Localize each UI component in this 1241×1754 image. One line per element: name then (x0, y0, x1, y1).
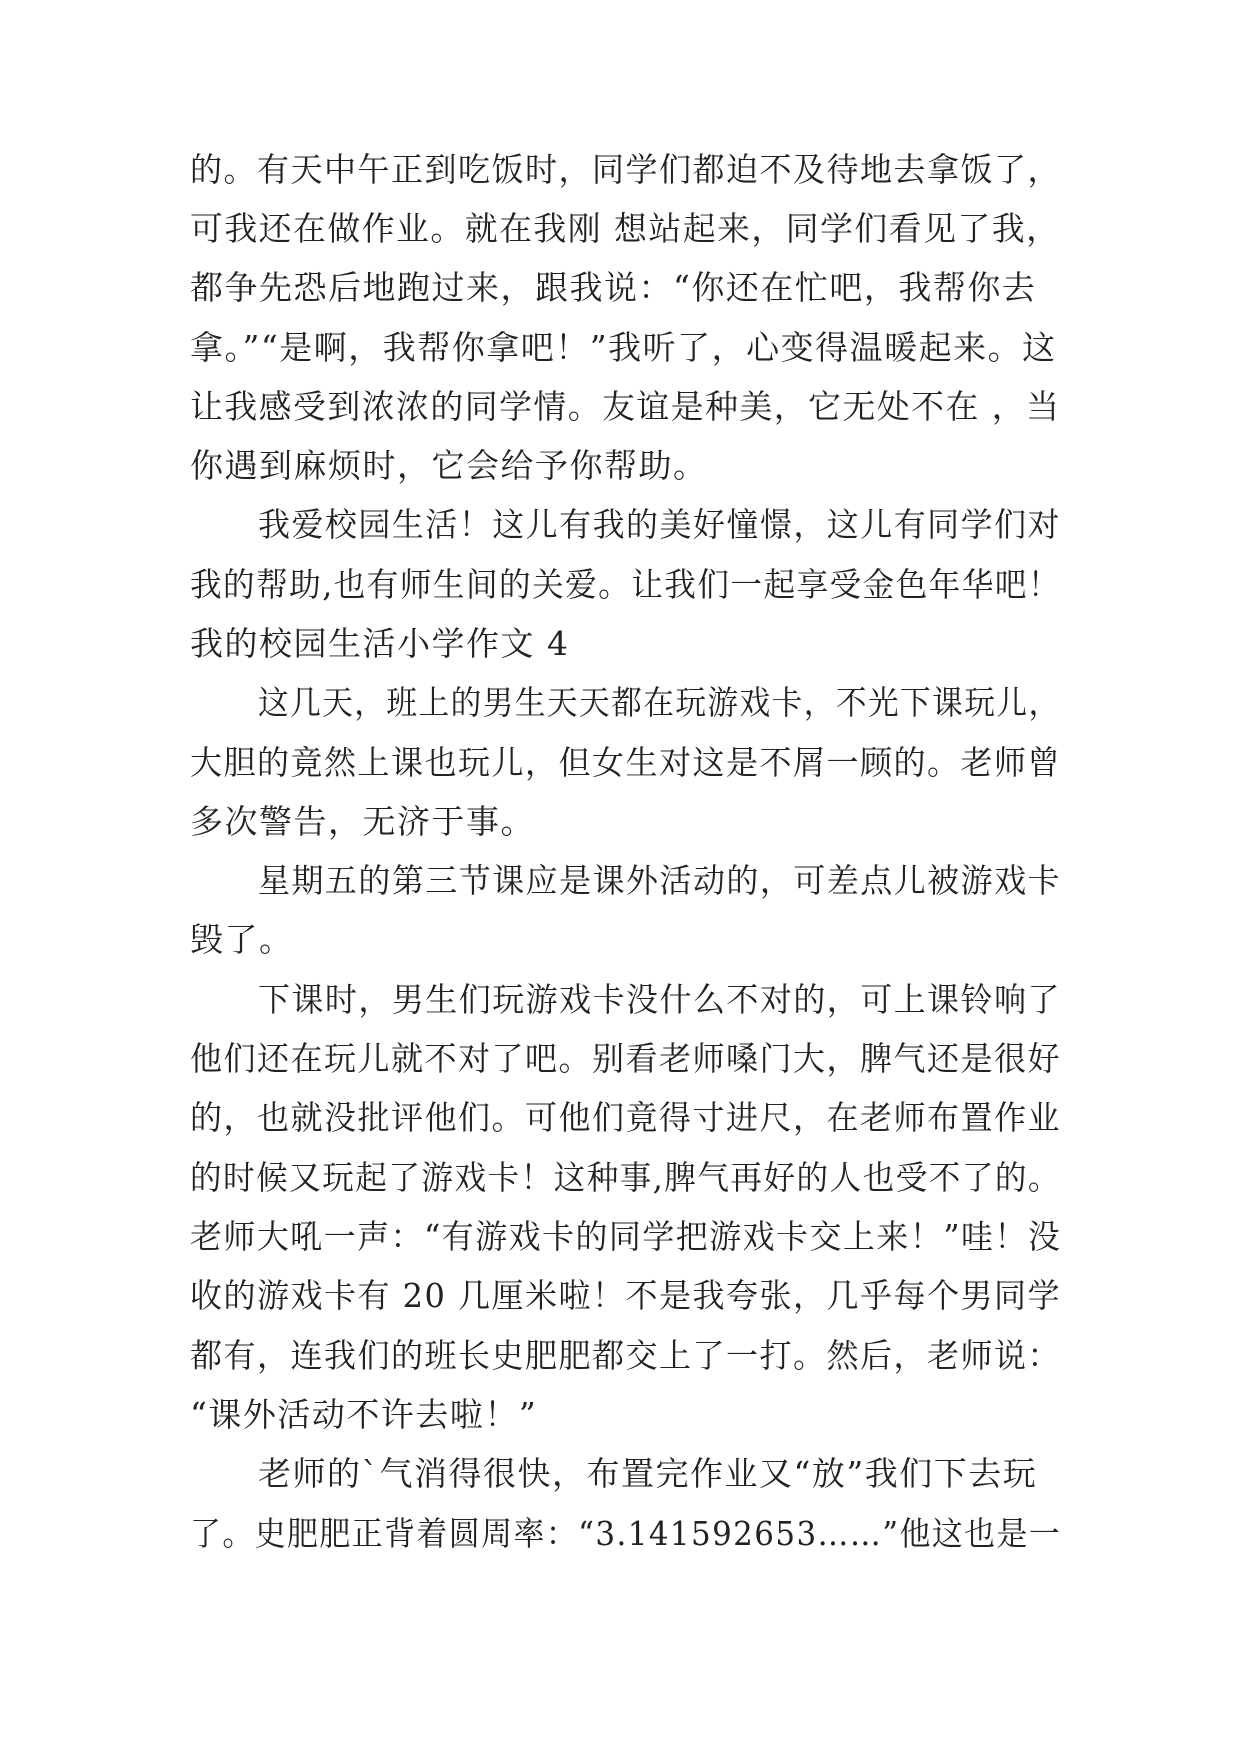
text-line: 老师大吼一声：“有游戏卡的同学把游戏卡交上来！”哇！没 (190, 1217, 1062, 1256)
text-line: 的，也就没批评他们。可他们竟得寸进尺，在老师布置作业 (190, 1098, 1061, 1137)
text-line: 可我还在做作业。就在我刚 想站起来，同学们看见了我， (190, 209, 1061, 248)
text-line: 我的帮助,也有师生间的关爱。让我们一起享受金色年华吧！ (190, 565, 1062, 604)
text-line: 拿。”“是啊，我帮你拿吧！”我听了，心变得温暖起来。这 (190, 328, 1057, 367)
text-line: 他们还在玩儿就不对了吧。别看老师嗓门大，脾气还是很好 (190, 1039, 1061, 1078)
text-line: 的时候又玩起了游戏卡！这种事,脾气再好的人也受不了的。 (190, 1158, 1062, 1197)
text-line: 多次警告，无济于事。 (190, 802, 535, 841)
paragraph-first-line: 下课时，男生们玩游戏卡没什么不对的，可上课铃响了 (258, 980, 1061, 1019)
text-line: 大胆的竟然上课也玩儿，但女生对这是不屑一顾的。老师曾 (190, 743, 1061, 782)
text-line: 都争先恐后地跑过来，跟我说：“你还在忙吧，我帮你去 (190, 268, 1037, 307)
text-line: 让我感受到浓浓的同学情。友谊是种美，它无处不在 ，当 (190, 387, 1061, 426)
text-line: 了。史肥肥正背着圆周率：“3.141592653……”他这也是一 (190, 1514, 1062, 1553)
text-line: “课外活动不许去啦！” (190, 1395, 538, 1434)
paragraph-first-line: 星期五的第三节课应是课外活动的，可差点儿被游戏卡 (258, 861, 1061, 900)
text-line: 毁了。 (190, 920, 294, 959)
text-line: 收的游戏卡有 20 几厘米啦！不是我夸张，几乎每个男同学 (190, 1276, 1061, 1315)
paragraph-first-line: 这几天，班上的男生天天都在玩游戏卡，不光下课玩儿， (258, 683, 1061, 722)
text-line: 你遇到麻烦时，它会给予你帮助。 (190, 446, 708, 485)
section-heading: 我的校园生活小学作文 4 (190, 624, 570, 663)
paragraph-first-line: 老师的`气消得很快，布置完作业又“放”我们下去玩 (258, 1454, 1038, 1493)
text-line: 都有，连我们的班长史肥肥都交上了一打。然后，老师说： (190, 1336, 1061, 1375)
text-line: 的。有天中午正到吃饭时，同学们都迫不及待地去拿饭了， (190, 150, 1061, 189)
paragraph-first-line: 我爱校园生活！这儿有我的美好憧憬，这儿有同学们对 (258, 505, 1061, 544)
